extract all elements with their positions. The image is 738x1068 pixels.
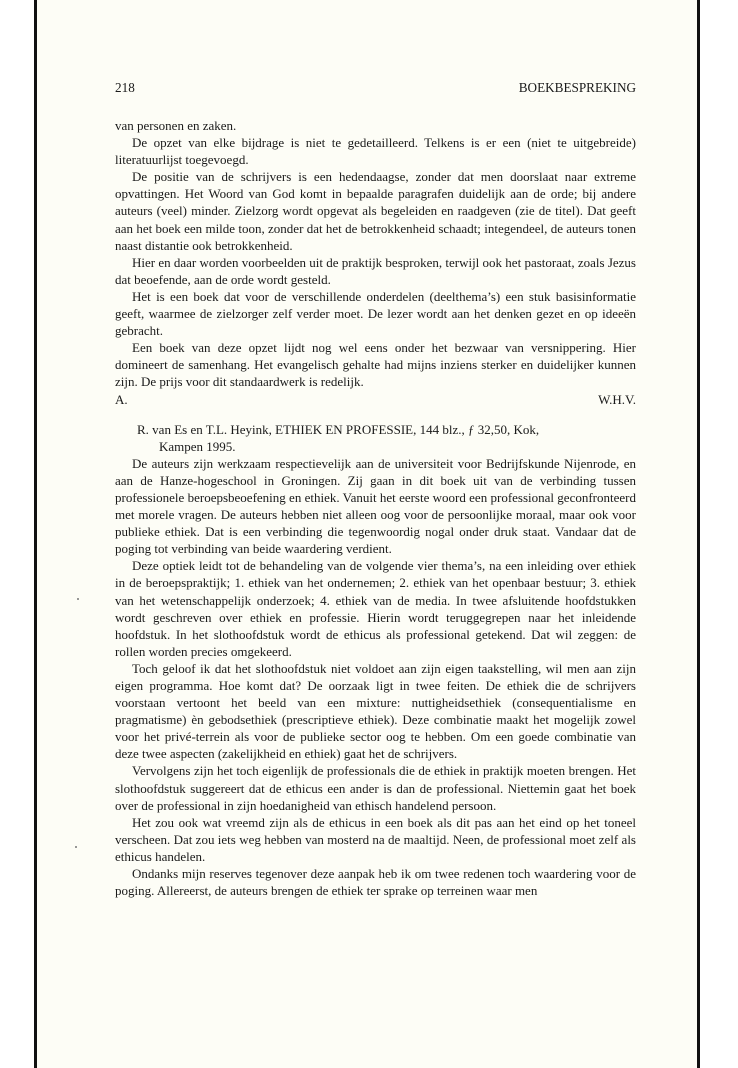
paragraph: Het zou ook wat vreemd zijn als de ethicus in een boek als dit pas aan het eind op het toneel verscheen. Dat zou iets weg hebben van mosterd na de maaltijd. Neen, de professional moet zelf als ethicus handelen. (115, 814, 636, 864)
paragraph: Vervolgens zijn het toch eigenlijk de professionals die de ethiek in praktijk moeten brengen. Het slothoofdstuk suggereert dat de ethicus een ander is dan de professional. Niettemin gaat het boek over de professional in zijn hoedanigheid van ethisch handelend persoon. (115, 763, 636, 813)
running-head (115, 80, 636, 96)
review-signature (115, 391, 636, 408)
paragraph: De opzet van elke bijdrage is niet te gedetailleerd. Telkens is er een (niet te uitgebreide) literatuurlijst toegevoegd. (115, 135, 636, 168)
paragraph: Een boek van deze opzet lijdt nog wel eens onder het bezwaar van versnippering. Hier domineert de samenhang. Het evangelisch gehalte had mijns inziens sterker en duidelijker kunnen zijn. De prijs voor dit standaardwerk is redelijk. (115, 340, 636, 390)
paragraph: De auteurs zijn werkzaam respectievelijk aan de universiteit voor Bedrijfskunde Nijenrode, en aan de Hanze-hogeschool in Groningen. Zij gaan in dit boek uit van de verbinding tussen professionele beroepsbeoefening en ethiek. Vanuit het eerste woord een professional geconfronteerd met morele vragen. De auteurs hebben niet alleen oog voor de persoonlijke moraal, maar ook voor publieke ethiek. Dat is een verbinding die tegenwoordig nogal onder druk staat. Vandaar dat de poging tot verbinding van beide waardering verdient. (115, 455, 636, 557)
section-title: BOEKBESPREKING (518, 80, 636, 95)
review-heading-line2: Kampen 1995. (159, 438, 236, 454)
scan-speck (77, 598, 79, 600)
paragraph: Hier en daar worden voorbeelden uit de praktijk besproken, terwijl ook het pastoraat, zoals Jezus dat beoefende, aan de orde wordt gesteld. (115, 254, 636, 287)
review-heading (115, 421, 636, 455)
signature-left: A. (115, 391, 128, 407)
scan-speck (75, 846, 77, 848)
review-heading-line1: R. van Es en T.L. Heyink, ETHIEK EN PROFESSIE, 144 blz., ƒ 32,50, Kok, (137, 421, 540, 437)
paragraph: De positie van de schrijvers is een hedendaagse, zonder dat men doorslaat naar extreme opvattingen. Het Woord van God komt in bepaalde paragrafen duidelijk aan de orde; bij andere auteurs (veel) minder. Zielzorg wordt opgevat als begeleiden en raadgeven (zie de titel). Dat geeft aan het boek een milde toon, zonder dat het de betrokkenheid schaadt; integendeel, de auteurs tonen naast distantie ook betrokkenheid. (115, 169, 636, 253)
paragraph: Het is een boek dat voor de verschillende onderdelen (deelthema’s) een stuk basisinformatie geeft, waarmee de zielzorger zelf verder moet. De lezer wordt aan het denken gezet en op ideeën gebracht. (115, 288, 636, 339)
page-number: 218 (115, 80, 135, 95)
paragraph: Toch geloof ik dat het slothoofdstuk niet voldoet aan zijn eigen taakstelling, wil men aan zijn eigen programma. Hoe komt dat? De oorzaak ligt in twee feiten. De ethiek die de schrijvers voorstaan vertoont het beeld van een mixture: nuttigheidsethiek (consequentialisme en pragmatisme) èn gebodsethiek (prescriptieve ethiek). Deze combinatie maakt het mogelijk zowel voor het privé-terrein als voor de publieke sector oog te hebben. Om een goede combinatie van deze twee aspecten (zakelijkheid en ethiek) gaat het de schrijvers. (115, 660, 636, 762)
signature-right: W.H.V. (598, 391, 636, 407)
paragraph: van personen en zaken. (115, 118, 237, 133)
body-text (115, 117, 636, 899)
paragraph: Deze optiek leidt tot de behandeling van de volgende vier thema’s, na een inleiding over ethiek in de beroepspraktijk; 1. ethiek van het ondernemen; 2. ethiek van het openbaar bestuur; 3. ethiek van het wetenschappelijk onderzoek; 4. ethiek van de media. In twee afsluitende hoofdstukken wordt geschreven over ethiek en professie. Hierin wordt teruggegrepen naar het inleidende hoofdstuk. In het slothoofdstuk wordt de ethicus als professional getekend. Dat wil zeggen: de rollen worden precies omgekeerd. (115, 558, 636, 659)
paragraph: Ondanks mijn reserves tegenover deze aanpak heb ik om twee redenen toch waardering voor de poging. Allereerst, de auteurs brengen de ethiek ter sprake op terreinen waar men (115, 866, 636, 899)
